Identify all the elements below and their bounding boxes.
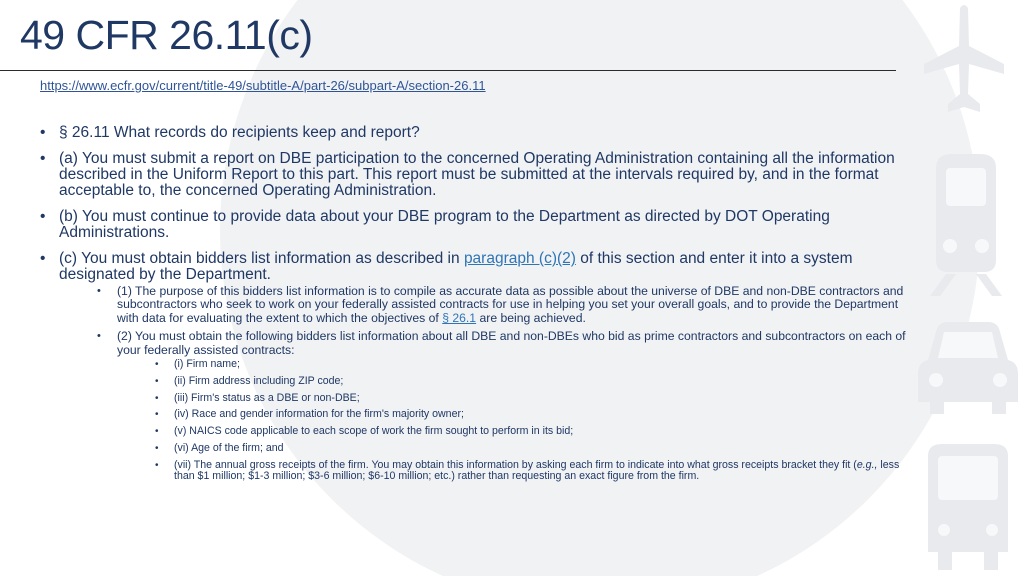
list-item-vii [155, 460, 918, 482]
list-item-text: (vii) The annual gross receipts of the firm. You may obtain this information by asking each firm to indicate into what gross receipts bracket they fit ( [174, 458, 857, 471]
bullet: • [155, 426, 159, 438]
list-item-text: (ii) Firm address including ZIP code; [174, 374, 344, 387]
bullet: • [40, 124, 46, 141]
list-item-text-end: less than $1 million; $1-3 million; $3-6 million; $6-10 million; etc.) rather than requesting an exact figure from the firm. [174, 458, 900, 483]
list-item-c2 [97, 330, 918, 482]
bullet: • [40, 250, 46, 267]
list-item [155, 376, 918, 387]
list-item [155, 393, 918, 404]
paragraph-c1-text: (1) The purpose of this bidders list information is to compile as accurate data as possible about the universe of DBE and non-DBE contractors and subcontractors who seek to work on your federally assisted contracts for use in helping you set your overall goals, and to provide the Department with data for evaluating the extent to which the objectives of [117, 284, 904, 325]
section-26-1-link[interactable]: § 26.1 [442, 310, 477, 325]
eg-abbreviation: e.g., [856, 458, 878, 471]
bullet: • [155, 443, 159, 455]
list-item [155, 359, 918, 370]
paragraph-c-text-end: of this section and enter it into a system designated by the Department. [59, 250, 853, 283]
list-item-a [40, 151, 918, 199]
list-item-text: (iii) Firm's status as a DBE or non-DBE; [174, 391, 360, 404]
section-heading: § 26.11 What records do recipients keep and report? [59, 124, 420, 141]
bullet: • [97, 285, 101, 297]
paragraph-c1-text-end: are being achieved. [476, 310, 586, 325]
list-item [155, 426, 918, 437]
list-item-b [40, 209, 918, 241]
sub-list-c [97, 285, 918, 482]
bullet: • [40, 150, 46, 167]
list-item [155, 409, 918, 420]
list-item-c [40, 251, 918, 482]
transport-icons-column [914, 0, 1024, 576]
paragraph-b-text: (b) You must continue to provide data about your DBE program to the Department as directed by DOT Operating Administrations. [59, 208, 830, 241]
car-icon [914, 318, 1022, 418]
bullet: • [155, 392, 159, 404]
source-url-link[interactable]: https://www.ecfr.gov/current/title-49/subtitle-A/part-26/subpart-A/section-26.11 [40, 78, 486, 93]
list-item-text: (i) Firm name; [174, 358, 240, 371]
slide-body [40, 125, 918, 492]
bullet-list [40, 125, 918, 482]
train-icon [922, 150, 1010, 300]
paragraph-a-text: (a) You must submit a report on DBE participation to the concerned Operating Administration containing all the information described in the Uniform Report to this part. This report must be submitted at the intervals required by, and in the format acceptable to, the concerned Operating Administration. [59, 150, 895, 199]
bullet: • [155, 409, 159, 421]
list-item-text: (vi) Age of the firm; and [174, 442, 284, 455]
bullet: • [97, 330, 101, 343]
list-item-heading [40, 125, 918, 141]
paragraph-c2-link[interactable]: paragraph (c)(2) [463, 250, 576, 267]
bus-icon [918, 440, 1018, 576]
airplane-icon [922, 2, 1006, 120]
title-divider [0, 70, 896, 71]
page-title: 49 CFR 26.11(c) [20, 12, 313, 58]
bullet: • [155, 359, 159, 371]
paragraph-c2-text: (2) You must obtain the following bidders list information about all DBE and non-DBEs who bid as prime contractors and subcontractors on each of your federally assisted contracts: [117, 329, 906, 357]
paragraph-c-text: (c) You must obtain bidders list information as described in [59, 250, 464, 267]
list-item-text: (iv) Race and gender information for the firm's majority owner; [174, 408, 464, 421]
list-item-text: (v) NAICS code applicable to each scope of work the firm sought to perform in its bid; [174, 425, 574, 438]
list-item [155, 443, 918, 454]
bullet: • [40, 208, 46, 225]
bullet: • [155, 375, 159, 387]
list-item-c1 [97, 285, 918, 325]
bidders-info-list [155, 359, 918, 482]
bullet: • [155, 459, 159, 471]
